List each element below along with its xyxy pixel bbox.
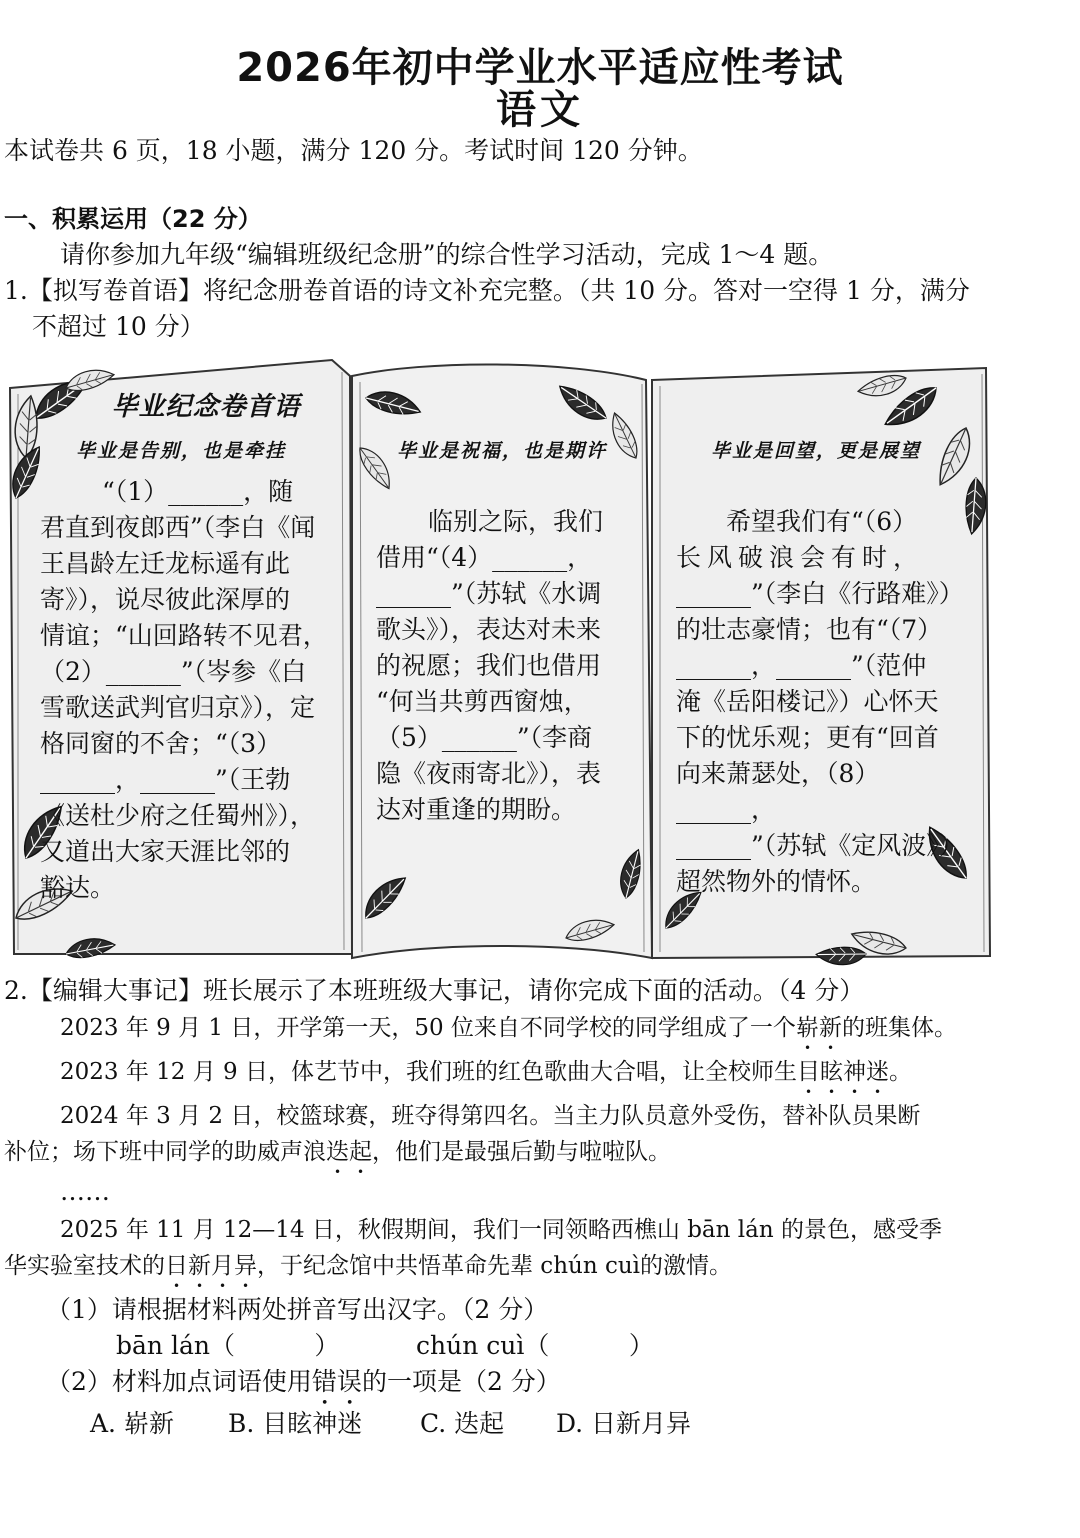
- left-line: 豁达。: [40, 873, 116, 902]
- option-a[interactable]: A. 崭新: [90, 1409, 174, 1438]
- middle-line: 的祝愿；我们也借用: [376, 651, 602, 680]
- left-line: 《送杜少府之任蜀州》），: [40, 801, 316, 830]
- right-line: 向来萧瑟处，（8）______，: [676, 759, 880, 824]
- left-line: 寄》），说尽彼此深厚的: [40, 585, 291, 614]
- left-page-text: [40, 474, 340, 906]
- right-line: ______”（苏轼《定风波》）: [676, 831, 964, 860]
- left-line: 格同窗的不舍；“（3）: [40, 729, 282, 758]
- question-1-line2: 不超过 10 分）: [32, 312, 205, 341]
- option-b[interactable]: B. 目眩神迷: [228, 1409, 363, 1438]
- right-line: 长风破浪会有时，: [676, 543, 925, 572]
- event-2025-11-cont: 华实验室技术的日新月异，于纪念馆中共悟革命先辈 chún cuì的激情。: [4, 1253, 732, 1279]
- dotted-word: 错误: [311, 1367, 362, 1396]
- left-line: ______，______”（王勃: [40, 765, 291, 794]
- middle-line: 歌头》），表达对未来: [376, 615, 602, 644]
- right-line: ______”（李白《行路难》）: [676, 579, 964, 608]
- left-line: 雪歌送武判官归京》），定: [40, 693, 316, 722]
- book-title: 毕业纪念卷首语: [111, 392, 301, 422]
- right-line: 超然物外的情怀。: [676, 867, 877, 896]
- dotted-word: 迭起: [326, 1139, 372, 1165]
- pinyin-answer-2[interactable]: chún cuì（ ）: [416, 1331, 654, 1360]
- left-line: 情谊；“山回路转不见君，: [40, 621, 328, 650]
- sub-question-2: （2）材料加点词语使用错误的一项是（2 分）: [46, 1367, 561, 1396]
- ellipsis: ……: [60, 1177, 110, 1206]
- dotted-word: 日新月异: [165, 1253, 257, 1279]
- event-2024-03-cont: 补位；场下班中同学的助威声浪迭起，他们是最强后勤与啦啦队。: [4, 1139, 671, 1165]
- middle-line: ______”（苏轼《水调: [376, 579, 602, 608]
- left-line: 又道出大家天涯比邻的: [40, 837, 291, 866]
- middle-page-heading: 毕业是祝福，也是期许: [396, 440, 607, 462]
- option-c[interactable]: C. 迭起: [420, 1409, 505, 1438]
- middle-line: 临别之际，我们: [428, 507, 604, 536]
- event-2024-03: 2024 年 3 月 2 日，校篮球赛，班夺得第四名。当主力队员意外受伤，替补队员果断: [60, 1103, 921, 1129]
- middle-line: “何当共剪西窗烛，: [376, 687, 589, 716]
- right-line: 淹《岳阳楼记》）心怀天: [676, 687, 939, 716]
- right-line: 的壮志豪情；也有“（7）: [676, 615, 943, 644]
- subject-title: 语文: [496, 87, 584, 133]
- middle-line: 隐《夜雨寄北》），表: [376, 759, 602, 788]
- option-d[interactable]: D. 日新月异: [556, 1409, 692, 1438]
- exam-title: 2026年初中学业水平适应性考试: [236, 45, 844, 91]
- left-line: （2）______”（岑参《白: [40, 657, 307, 686]
- middle-line: （5）______”（李商: [376, 723, 593, 752]
- right-page-text: [676, 504, 976, 900]
- right-page-heading: 毕业是回望，更是展望: [710, 440, 921, 462]
- book-illustration: [6, 358, 994, 968]
- event-2025-11: 2025 年 11 月 12—14 日，秋假期间，我们一同领略西樵山 bān lán 的景色，感受季: [60, 1217, 942, 1243]
- right-line: 下的忧乐观；更有“回首: [676, 723, 939, 752]
- right-line: 希望我们有“（6）: [726, 507, 918, 536]
- event-2023-12: 2023 年 12 月 9 日，体艺节中，我们班的红色歌曲大合唱，让全校师生目眩神迷。: [60, 1059, 912, 1085]
- middle-page-text: [376, 504, 646, 828]
- question-2-heading: 2.【编辑大事记】班长展示了本班班级大事记，请你完成下面的活动。（4 分）: [4, 976, 865, 1005]
- left-line: 君直到夜郎西”（李白《闻: [40, 513, 316, 542]
- middle-line: 借用“（4）______，: [376, 543, 593, 572]
- dotted-word: 目眩神迷: [797, 1059, 889, 1085]
- dotted-word: 崭新: [795, 1015, 842, 1041]
- pinyin-answer-1[interactable]: bān lán（ ）: [116, 1331, 340, 1360]
- question-1-line1: 1.【拟写卷首语】将纪念册卷首语的诗文补充完整。（共 10 分。答对一空得 1 分，满分: [4, 276, 970, 305]
- section-intro: 请你参加九年级“编辑班级纪念册”的综合性学习活动，完成 1～4 题。: [60, 240, 834, 269]
- sub-question-1: （1）请根据材料两处拼音写出汉字。（2 分）: [46, 1295, 549, 1324]
- left-line: “（1）______，随: [102, 477, 294, 506]
- left-line: 王昌龄左迁龙标遥有此: [40, 549, 291, 578]
- exam-info: 本试卷共 6 页，18 小题，满分 120 分。考试时间 120 分钟。: [4, 136, 703, 165]
- section-heading: 一、积累运用（22 分）: [4, 205, 262, 233]
- right-line: ______，______”（范仲: [676, 651, 927, 680]
- middle-line: 达对重逢的期盼。: [376, 795, 577, 824]
- left-page-heading: 毕业是告别，也是牵挂: [75, 440, 286, 462]
- event-2023-09: 2023 年 9 月 1 日，开学第一天，50 位来自不同学校的同学组成了一个崭新的班集体。: [60, 1015, 957, 1041]
